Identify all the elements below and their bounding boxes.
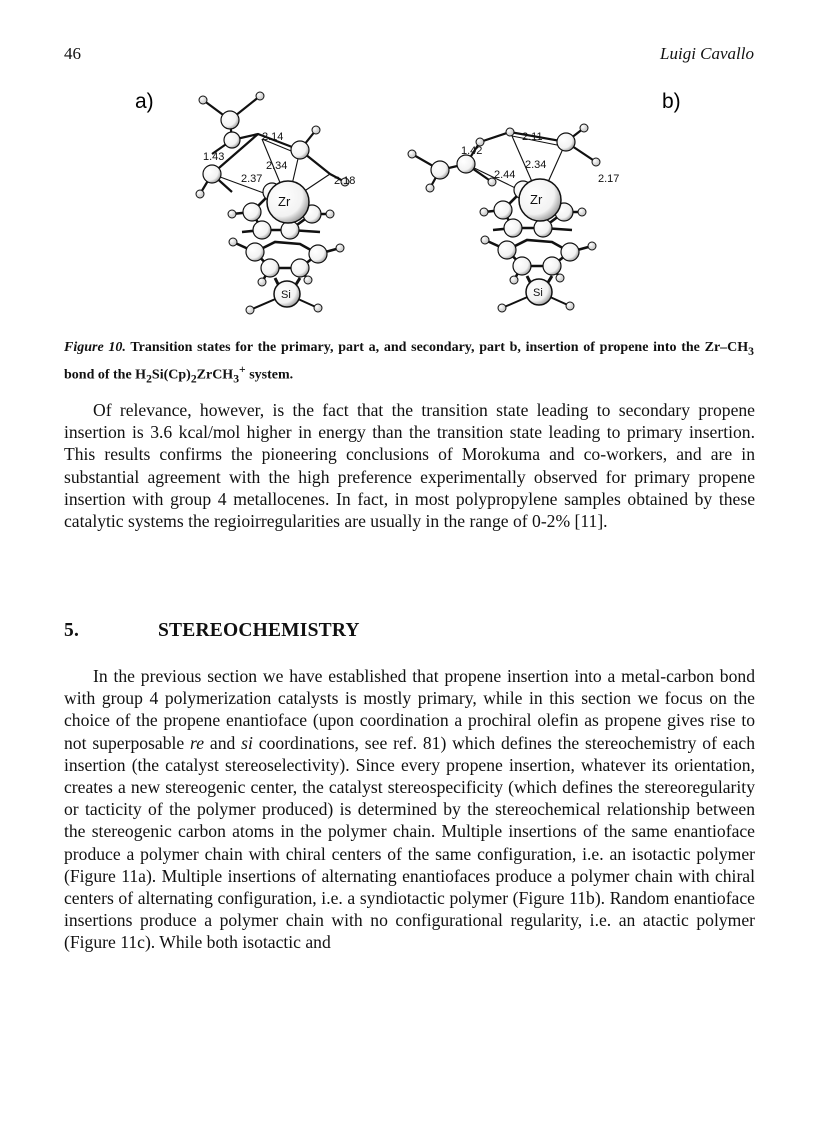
panel-a-si-label: Si [281, 289, 291, 301]
panel-a-distance-2: 1.43 [203, 151, 225, 163]
page-number: 46 [64, 44, 81, 63]
panel-b-distance-1: 2.11 [522, 131, 543, 143]
figure-caption [64, 339, 754, 388]
panel-a-distance-4: 2.37 [241, 173, 263, 185]
panel-a-zr-label: Zr [278, 194, 291, 209]
figure-label: Figure 10. [64, 340, 126, 355]
si-term: si [241, 732, 253, 753]
panel-b-distance-2: 1.42 [461, 145, 483, 157]
caption-sub-4: 3 [233, 372, 240, 386]
panel-b-zr-label: Zr [530, 192, 543, 207]
caption-sub-1: 3 [748, 344, 754, 358]
panel-b-label: b) [662, 90, 681, 113]
re-term: re [190, 732, 205, 753]
panel-b-si-label: Si [533, 287, 543, 299]
paragraph-2-text [64, 665, 755, 954]
panel-b-distance-3: 2.34 [525, 159, 547, 171]
paragraph-2-part-3: coordinations, see ref. 81) which defines the stereochemistry of each insertion (the catalyst stereoselectivity). Since every propene insertion, whatever its orientation, creates a new stereogenic center, the catalyst stereospecificity (which defines the stereoregularity or tacticity of the polymer produced) is determined by the stereochemical relationship between the stereogenic carbon atoms in the polymer chain. Multiple insertions of the same enantioface produce a polymer chain with chiral centers of the same configuration, i.e. an isotactic polymer (Figure 11a). Multiple insertions of alternating enantiofaces produce a polymer chain with chiral centers of alternating configuration, i.e. a syndiotactic polymer (Figure 11b). Random enantioface insertions produce a polymer chain with no configurational regularity, i.e. an atactic polymer (Figure 11c). While both isotactic and [64, 732, 755, 953]
panel-a-distance-1: 2.14 [262, 131, 284, 143]
molecular-structures-figure [0, 82, 816, 322]
figure-10 [0, 82, 816, 322]
caption-text-1: Transition states for the primary, part a, and secondary, part b, insertion of propene into the Zr–CH [125, 340, 749, 355]
paragraph-regioselectivity [64, 399, 755, 532]
panel-b-structure [408, 124, 600, 312]
paragraph-2-part-2: and [204, 732, 242, 753]
paragraph-1-text: Of relevance, however, is the fact that the transition state leading to secondary propene insertion is 3.6 kcal/mol higher in energy than the transition state leading to primary insertion. This results confirms the pioneering conclusions of Morokuma and co-workers, and are in substantial agreement with the high preference experimentally observed for primary propene insertion with group 4 metallocenes. In fact, in most polypropylene samples obtained by these catalytic systems the regioirregularities are usually in the range of 0-2% [11]. [64, 400, 755, 532]
caption-text-5: system. [245, 367, 294, 383]
caption-text-3: Si(Cp) [151, 367, 191, 383]
panel-a-distance-3: 2.34 [266, 160, 288, 172]
caption-text-4: ZrCH [196, 367, 234, 383]
caption-sub-3: 2 [190, 372, 197, 386]
panel-b-distance-4: 2.44 [494, 169, 516, 181]
caption-sup: + [239, 362, 246, 376]
panel-a-label: a) [135, 90, 154, 113]
panel-b-distance-5: 2.17 [598, 173, 620, 185]
caption-text-2: bond of the H [64, 367, 147, 383]
running-head-author: Luigi Cavallo [660, 44, 754, 63]
section-number: 5. [64, 620, 80, 641]
section-title: STEREOCHEMISTRY [158, 620, 360, 641]
section-heading [64, 620, 360, 642]
panel-a-distance-5: 2.18 [334, 175, 356, 187]
paragraph-stereochemistry [64, 665, 755, 954]
panel-a-structure [196, 92, 349, 314]
paragraph-2-part-1: In the previous section we have established that propene insertion into a metal-carbon bond with group 4 polymerization catalysts is mostly primary, while in this section we focus on the choice of the propene enantioface (upon coordination a prochiral olefin as propene gives rise to not superposable [64, 666, 755, 753]
caption-sub-2: 2 [146, 372, 152, 386]
